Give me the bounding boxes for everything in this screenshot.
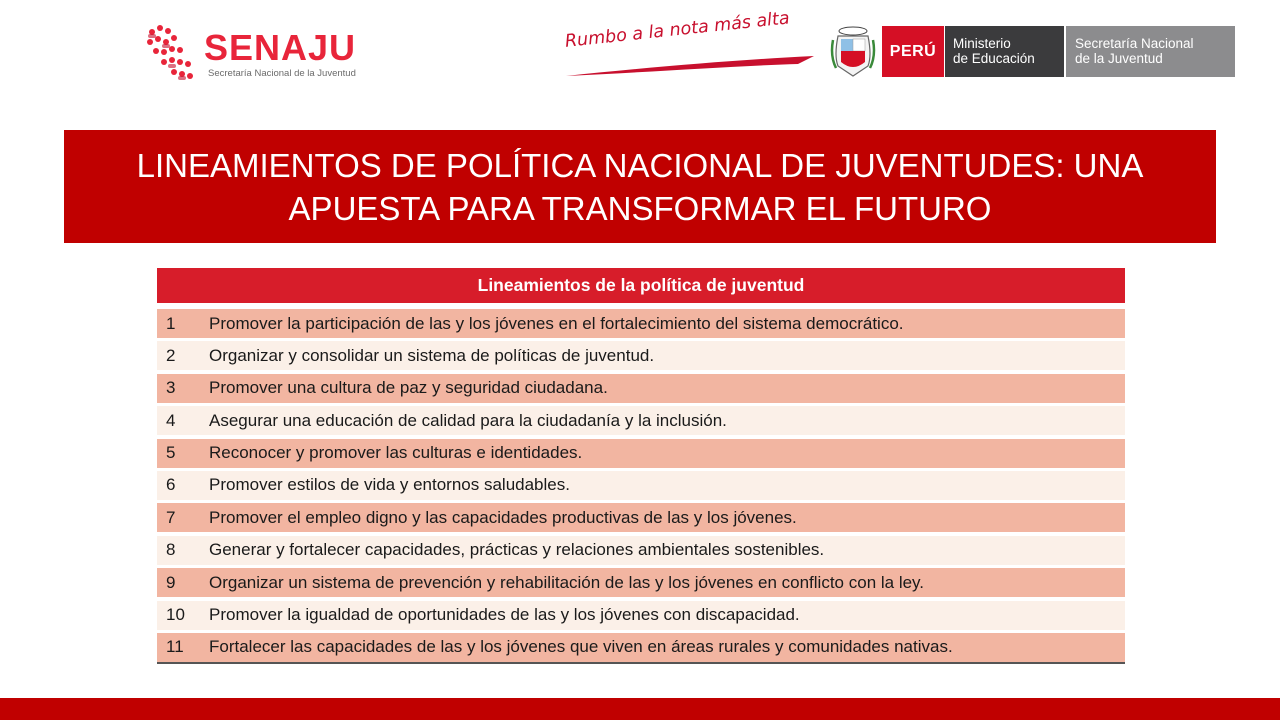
ministry-line-1: Ministerio — [953, 36, 1011, 51]
row-number: 10 — [166, 605, 185, 625]
peru-map-people-icon — [142, 22, 198, 82]
senaju-subtitle: Secretaría Nacional de la Juventud — [208, 68, 356, 79]
secretariat-line-1: Secretaría Nacional — [1075, 36, 1194, 51]
table-row — [157, 309, 1125, 338]
row-number: 3 — [166, 378, 176, 398]
table-row — [157, 633, 1125, 662]
row-text: Promover estilos de vida y entornos saludables. — [209, 475, 570, 495]
slogan-text: Rumbo a la nota más alta — [564, 8, 791, 52]
senaju-wordmark: SENAJU — [204, 27, 357, 68]
senaju-logo — [142, 22, 382, 84]
row-number: 11 — [166, 637, 184, 657]
coat-of-arms-icon — [830, 26, 876, 78]
table-row — [157, 568, 1125, 597]
row-number: 1 — [166, 313, 176, 333]
row-text: Organizar y consolidar un sistema de políticas de juventud. — [209, 345, 655, 365]
secretariat-label — [1066, 26, 1235, 77]
policy-table — [157, 268, 1125, 664]
row-text: Promover la participación de las y los jóvenes en el fortalecimiento del sistema democrático. — [209, 313, 904, 333]
row-number: 7 — [166, 507, 176, 527]
table-row — [157, 471, 1125, 500]
slogan — [562, 8, 822, 82]
table-row — [157, 536, 1125, 565]
secretariat-line-2: de la Juventud — [1075, 51, 1163, 66]
row-number: 2 — [166, 345, 176, 365]
page-title: LINEAMIENTOS DE POLÍTICA NACIONAL DE JUVENTUDES: UNA APUESTA PARA TRANSFORMAR EL FUTURO — [136, 146, 1144, 227]
row-text: Generar y fortalecer capacidades, prácticas y relaciones ambientales sostenibles. — [209, 540, 825, 560]
table-row — [157, 341, 1125, 370]
row-number: 6 — [166, 475, 176, 495]
title-banner — [64, 130, 1216, 243]
row-text: Fortalecer las capacidades de las y los jóvenes que viven en áreas rurales y comunidades nativas. — [209, 637, 953, 657]
row-text: Promover la igualdad de oportunidades de las y los jóvenes con discapacidad. — [209, 605, 800, 625]
row-number: 5 — [166, 443, 176, 463]
row-text: Reconocer y promover las culturas e identidades. — [209, 443, 583, 463]
table-row — [157, 601, 1125, 630]
row-text: Organizar un sistema de prevención y rehabilitación de las y los jóvenes en conflicto con la ley. — [209, 572, 925, 592]
row-text: Promover una cultura de paz y seguridad ciudadana. — [209, 378, 608, 398]
table-row — [157, 503, 1125, 532]
row-number: 8 — [166, 540, 176, 560]
row-text: Asegurar una educación de calidad para la ciudadanía y la inclusión. — [209, 410, 727, 430]
row-number: 4 — [166, 410, 176, 430]
table-row — [157, 406, 1125, 435]
table-row — [157, 439, 1125, 468]
table-row — [157, 374, 1125, 403]
row-number: 9 — [166, 572, 176, 592]
swoosh-underline-icon — [562, 54, 818, 80]
table-heading: Lineamientos de la política de juventud — [157, 268, 1125, 303]
row-text: Promover el empleo digno y las capacidades productivas de las y los jóvenes. — [209, 507, 797, 527]
peru-label: PERÚ — [882, 26, 944, 77]
ministry-label — [945, 26, 1064, 77]
footer-bar — [0, 698, 1280, 720]
ministry-line-2: de Educación — [953, 51, 1035, 66]
